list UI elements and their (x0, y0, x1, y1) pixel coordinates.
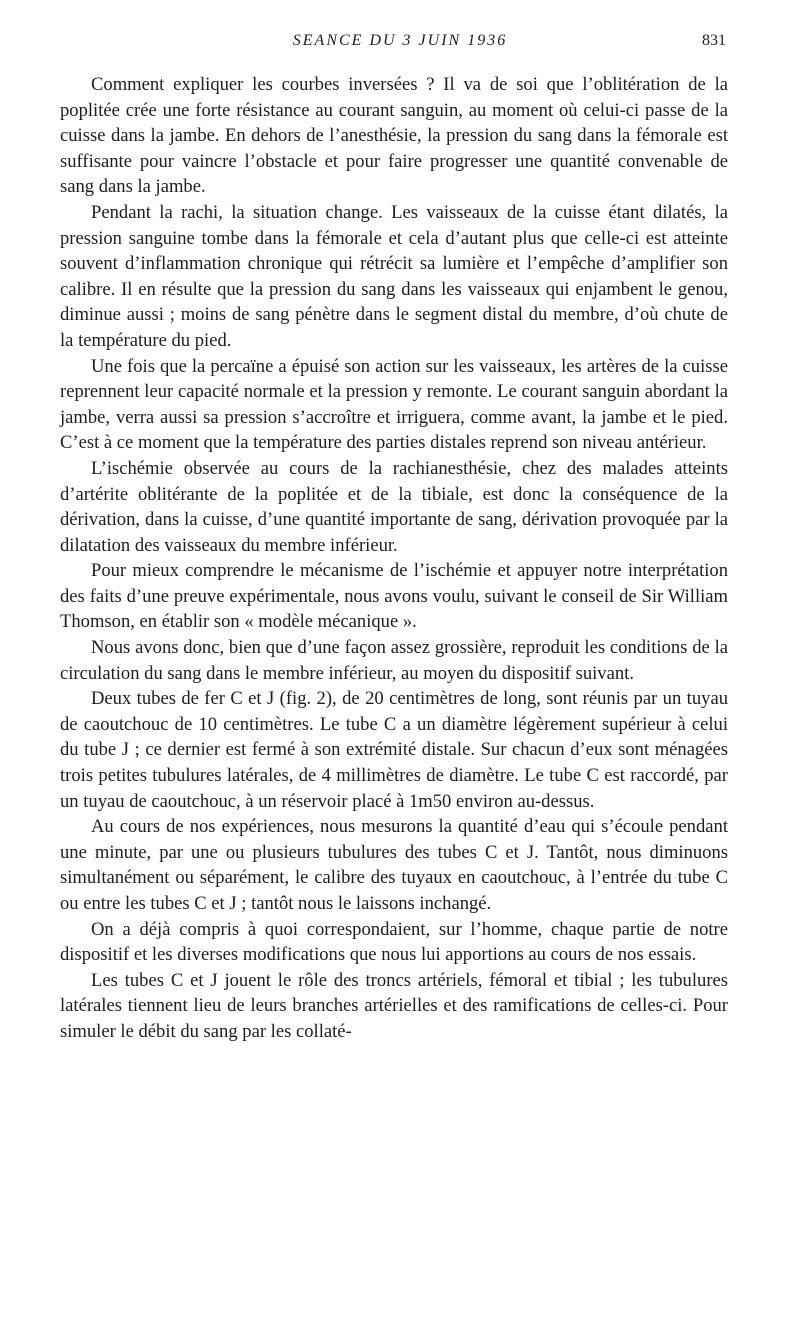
paragraph-4: L’ischémie observée au cours de la rachianesthésie, chez des malades atteints d’artérite oblitérante de la poplitée et de la tibiale, est donc la conséquence de la dérivation, dans la cuisse, d’une quantité importante de sang, dérivation provoquée par la dilatation des vaisseaux du membre inférieur. (60, 457, 728, 556)
paragraph-9: On a déjà compris à quoi correspondaient, sur l’homme, chaque partie de notre dispositif et les diverses modifications que nous lui apportions au cours de nos essais. (60, 918, 728, 966)
paragraph-8: Au cours de nos expériences, nous mesurons la quantité d’eau qui s’écoule pendant une minute, par une ou plusieurs tubulures des tubes C et J. Tantôt, nous diminuons simultanément ou séparément, le calibre des tuyaux en caoutchouc, à l’entrée du tube C ou entre les tubes C et J ; tantôt nous le laissons inchangé. (60, 816, 728, 914)
running-title: SEANCE DU 3 JUIN 1936 (292, 32, 508, 49)
paragraph-2: Pendant la rachi, la situation change. Les vaisseaux de la cuisse étant dilatés, la pression sanguine tombe dans la fémorale et cela d’autant plus que celle-ci est atteinte souvent d’inflammation chronique qui rétrécit sa lumière et l’empêche d’amplifier son calibre. Il en résulte que la pression du sang dans les vaisseaux qui enjambent le genou, diminue aussi ; moins de sang pénètre dans le segment distal du membre, d’où chute de la température du pied. (60, 201, 728, 351)
paragraph-10: Les tubes C et J jouent le rôle des troncs artériels, fémoral et tibial ; les tubulures latérales tiennent lieu de leurs branches artérielles et des ramifications de celles-ci. Pour simuler le débit du sang par les collaté- (60, 969, 728, 1042)
paragraph-3: Une fois que la percaïne a épuisé son action sur les vaisseaux, les artères de la cuisse reprennent leur capacité normale et la pression y remonte. Le courant sanguin abordant la jambe, verra aussi sa pression s’accroître et irriguera, comme avant, la jambe et le pied. C’est à ce moment que la température des parties distales reprend son niveau antérieur. (60, 355, 728, 454)
paragraph-1: Comment expliquer les courbes inversées ? Il va de soi que l’oblitération de la poplitée crée une forte résistance au courant sanguin, au moment où celui-ci passe de la cuisse dans la jambe. En dehors de l’anesthésie, la pression du sang dans la fémorale est suffisante pour vaincre l’obstacle et pour faire progresser une quantité convenable de sang dans la jambe. (60, 74, 728, 198)
paragraph-6: Nous avons donc, bien que d’une façon assez grossière, reproduit les conditions de la circulation du sang dans le membre inférieur, au moyen du dispositif suivant. (60, 637, 728, 684)
paragraph-5: Pour mieux comprendre le mécanisme de l’ischémie et appuyer notre interprétation des faits d’une preuve expérimentale, nous avons voulu, suivant le conseil de Sir William Thomson, en établir son « modèle mécanique ». (60, 560, 728, 633)
body-text (60, 72, 728, 1045)
page-number: 831 (702, 32, 726, 49)
paragraph-7: Deux tubes de fer C et J (fig. 2), de 20 centimètres de long, sont réunis par un tuyau de caoutchouc de 10 centimètres. Le tube C a un diamètre légèrement supérieur à celui du tube J ; ce dernier est fermé à son extrémité distale. Sur chacun d’eux sont ménagées trois petites tubulures latérales, de 4 millimètres de diamètre. Le tube C est raccordé, par un tuyau de caoutchouc, à un réservoir placé à 1m50 environ au-dessus. (60, 688, 728, 812)
running-head (0, 32, 800, 54)
